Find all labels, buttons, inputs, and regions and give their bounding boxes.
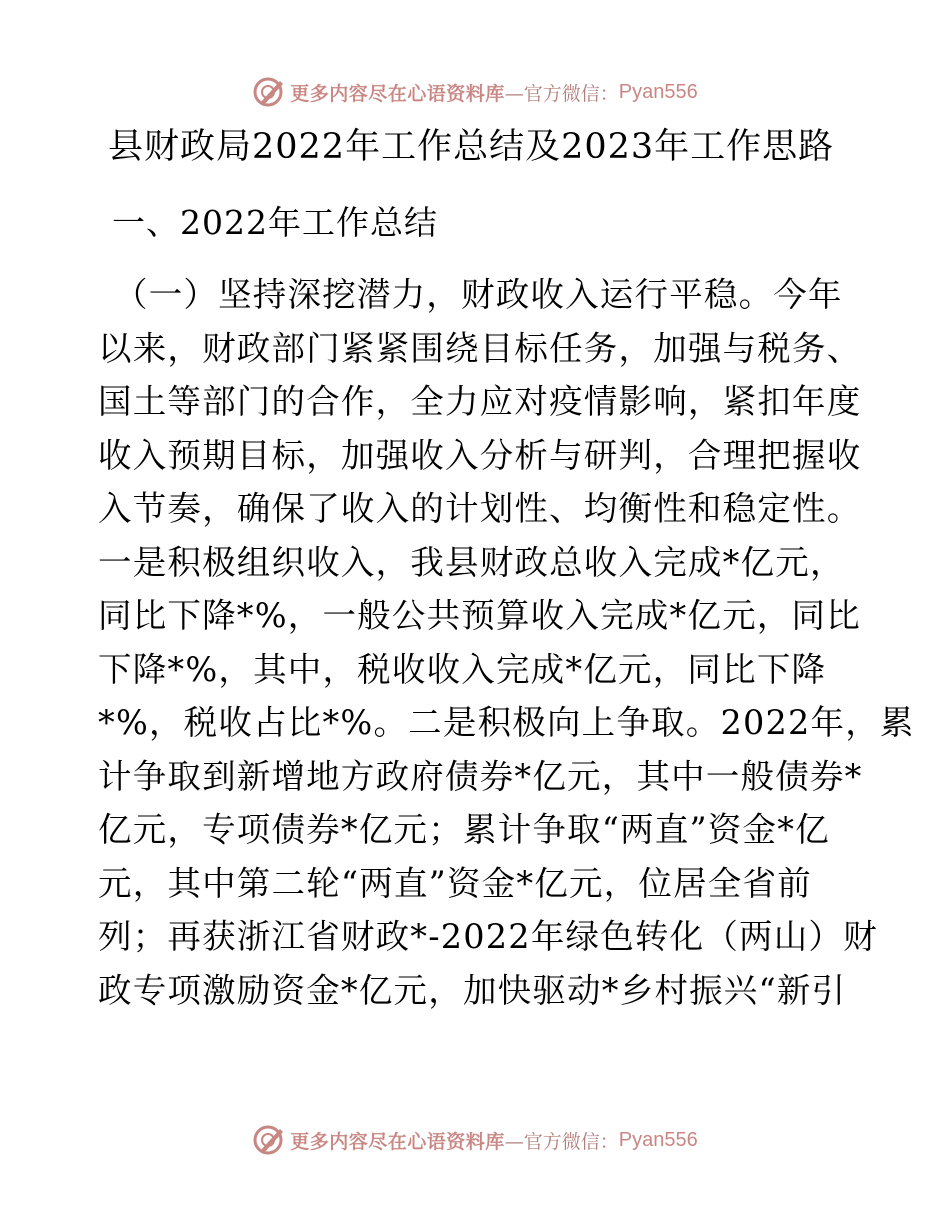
body-line: 元，其中第二轮“两直”资金*亿元，位居全省前 bbox=[98, 863, 812, 903]
body-line: *%，税收占比*%。二是积极向上争取。2022年，累 bbox=[98, 703, 915, 742]
body-line: 计争取到新增地方政府债券*亿元，其中一般债券* bbox=[98, 756, 863, 796]
body-line: 下降*%，其中，税收收入完成*亿元，同比下降 bbox=[98, 649, 827, 689]
pen-logo-icon bbox=[252, 75, 286, 109]
body-line: 以来，财政部门紧紧围绕目标任务，加强与税务、 bbox=[98, 328, 862, 368]
body-line: 列；再获浙江省财政*-2022年绿色转化（两山）财 bbox=[98, 917, 878, 956]
body-line: 同比下降*%，一般公共预算收入完成*亿元，同比 bbox=[98, 596, 861, 635]
document-title: 县财政局2022年工作总结及2023年工作思路 bbox=[108, 127, 835, 167]
banner-text-wechat: —官方微信： bbox=[504, 82, 619, 105]
body-line: 一是积极组织收入，我县财政总收入完成*亿元， bbox=[98, 542, 845, 582]
body-line: 亿元，专项债券*亿元；累计争取“两直”资金*亿 bbox=[98, 810, 830, 849]
banner-text-id: Pyan556 bbox=[618, 80, 698, 103]
banner-text-main: 更多内容尽在心语资料库 bbox=[290, 82, 505, 105]
body-line: 收入预期目标，加强收入分析与研判，合理把握收 bbox=[98, 435, 862, 475]
body-line: 入节奏，确保了收入的计划性、均衡性和稳定性。 bbox=[98, 489, 862, 528]
banner-text-id: Pyan556 bbox=[618, 1128, 698, 1151]
watermark-banner-top bbox=[0, 72, 950, 112]
body-line: （一）坚持深挖潜力，财政收入运行平稳。今年 bbox=[114, 275, 843, 314]
body-line: 国土等部门的合作，全力应对疫情影响，紧扣年度 bbox=[98, 382, 862, 421]
body-line: 政专项激励资金*亿元，加快驱动*乡村振兴“新引 bbox=[98, 970, 847, 1010]
watermark-banner-bottom bbox=[0, 1120, 950, 1160]
pen-logo-icon bbox=[252, 1123, 286, 1157]
body-paragraph bbox=[98, 268, 938, 1017]
banner-text-main: 更多内容尽在心语资料库 bbox=[290, 1130, 505, 1153]
banner-text-wechat: —官方微信： bbox=[504, 1130, 619, 1153]
section-heading: 一、2022年工作总结 bbox=[112, 203, 438, 242]
